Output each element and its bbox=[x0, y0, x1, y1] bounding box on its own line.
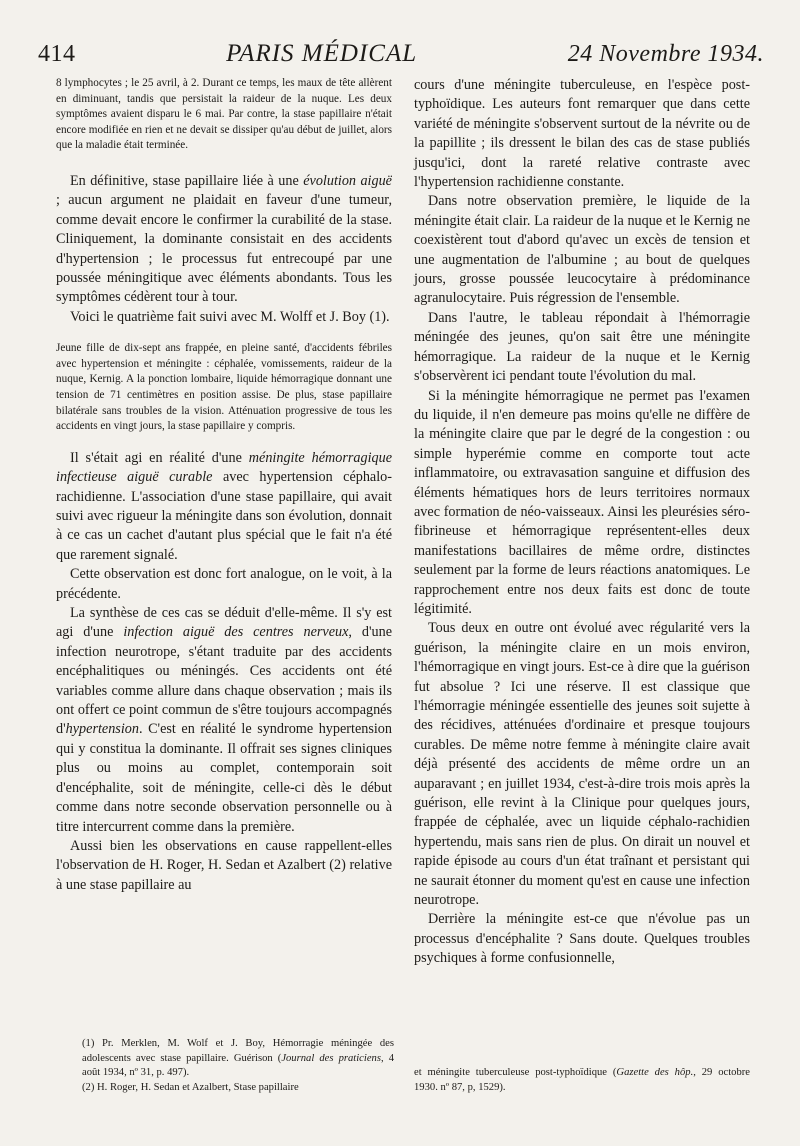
left-column bbox=[56, 76, 392, 895]
footnote-1: (1) Pr. Merklen, M. Wolf et J. Boy, Hémorragie méningée des adolescents avec stase papillaire. Guérison (Journal des praticiens, 4 août 1934, nº 31, p. 497). bbox=[82, 1038, 394, 1079]
paragraph: La synthèse de ces cas se déduit d'elle-même. Il s'y est agi d'une infection aiguë des centres nerveux, d'une infection neurotrope, s'étant traduite par des accidents encéphalitiques ou méningés. Ces accidents ont été variables comme allure dans chaque observation ; mais ils ont offert ce point commun de s'être toujours accompagnés d'hypertension. C'est en réalité le syndrome hypertension qui y constitua la dominante. Il offrait ses signes cliniques plus ou moins au complet, contemporain soit d'encéphalite, soit de méningite, celle-ci dès le début comme dans notre seconde observation personnelle ou à titre intercurrent comme dans la première. bbox=[56, 605, 393, 835]
paragraph: cours d'une méningite tuberculeuse, en l'espèce post-typhoïdique. Les auteurs font remarquer que dans cette variété de méningite s'observent surtout de la névrite ou de la papillite ; ils dressent le bilan des cas de stase publiés jusqu'ici, dont la rareté relative contraste avec l'hypertension rachidienne constante. bbox=[414, 77, 750, 191]
page-number: 414 bbox=[38, 41, 76, 67]
paragraph: Tous deux en outre ont évolué avec régularité vers la guérison, la méningite claire en un mois environ, l'hémorragique en vingt jours. Est-ce à dire que la guérison fut absolue ? Ici une réserve. Il est classique que l'hémorragie méningée essentielle des jeunes soit sujette à des récidives, atténuées d'ordinaire et presque toujours curables. De même notre femme à méningite claire avait déjà présenté des accidents de même ordre un an auparavant ; en juillet 1934, c'est-à-dire trois mois après la guérison, elle revint à la Clinique pour quelques jours, frappée de céphalée, avec un liquide céphalo-rachidien hypertendu, mais sans rien de plus. On dirait un nouvel et rapide épisode au cours d'un état traînant et persistant qui ne saurait étonner du moment qu'est en cause une infection neurotrope. bbox=[414, 620, 750, 909]
footnotes-left bbox=[82, 1037, 394, 1095]
paragraph: Voici le quatrième fait suivi avec M. Wolff et J. Boy (1). bbox=[70, 308, 390, 325]
issue-date: 24 Novembre 1934. bbox=[567, 41, 764, 67]
paragraph: Dans notre observation première, le liquide de la méningite était clair. La raideur de la nuque et le Kernig ne coexistèrent tout d'abord qu'avec un excès de tension et une augmentation de l'albumine ; au bout de quelques jours, grosse poussée leucocytaire à prédominance agranulocytaire. Puis régression de l'ensemble. bbox=[414, 193, 750, 307]
paragraph: Cette observation est donc fort analogue, on le voit, à la précédente. bbox=[56, 566, 392, 602]
paragraph: En définitive, stase papillaire liée à une évolution aiguë ; aucun argument ne plaidait en faveur d'une tumeur, comme devait encore le confirmer la curabilité de la stase. Cliniquement, la dominante consistait en des accidents d'hypertension ; le processus fut entrecoupé par une poussée méningitique avec éléments abondants. Tous les symptômes cédèrent tour à tour. bbox=[56, 172, 392, 306]
paragraph: Il s'était agi en réalité d'une méningite hémorragique infectieuse aiguë curable avec hypertension céphalo-rachidienne. L'association d'une stase papillaire, qui avait suivi avec rigueur la méningite dans son évolution, donnait à ce cas un cachet d'autant plus spécial que le fait n'a été que rarement signalé. bbox=[56, 449, 392, 563]
running-header bbox=[38, 40, 764, 74]
paragraph: Aussi bien les observations en cause rappellent-elles l'observation de H. Roger, H. Sedan et Azalbert (2) relative à une stase papillaire au bbox=[56, 837, 392, 893]
observation-end: 8 lymphocytes ; le 25 avril, à 2. Durant ce temps, les maux de tête allèrent en diminuant, tandis que persistait la raideur de la nuque. Les deux symptômes avaient disparu le 6 mai. Par contre, la stase papillaire n'était encore modifiée en rien et ne devait se dissiper qu'au début de juillet, alors que la maladie était terminée. bbox=[56, 77, 392, 152]
paragraph: Derrière la méningite est-ce que n'évolue pas un processus d'encéphalite ? Sans doute. Quelques troubles psychiques à forme confusionnelle, bbox=[414, 911, 750, 967]
journal-title: PARIS MÉDICAL bbox=[226, 40, 418, 67]
right-column bbox=[414, 76, 750, 969]
paragraph: Si la méningite hémorragique ne permet pas l'examen du liquide, il n'en demeure pas moins qu'elle ne diffère de la méningite claire que par le degré de la congestion : ou simple hyperémie comme en comporte tout acte inflammatoire, ou extravasation sanguine et diffusion des éléments hématiques hors de leurs territoires normaux avec formation de néo-vaisseaux. Ainsi les pleurésies séro-fibrineuse et hémorragique représentent-elles deux manifestations bacillaires de même ordre, distinctes seulement par la forme de leurs réactions anatomiques. Le rapprochement entre nos deux faits est donc de toute légitimité. bbox=[414, 387, 750, 617]
footnote-2: (2) H. Roger, H. Sedan et Azalbert, Stase papillaire bbox=[82, 1081, 299, 1093]
observation-four: Jeune fille de dix-sept ans frappée, en pleine santé, d'accidents fébriles avec hypertension et méningite : céphalée, vomissements, raideur de la nuque, Kernig. A la ponction lombaire, liquide hémorragique donnant une tension de 71 centimètres en position assise. De plus, stase papillaire bilatérale sans troubles de la vision. Atténuation progressive de tous les accidents en vingt jours, la stase papillaire y compris. bbox=[56, 342, 392, 433]
footnote-continuation: et méningite tuberculeuse post-typhoïdique (Gazette des hôp., 29 octobre 1930. nº 87, p, 1529). bbox=[414, 1067, 750, 1093]
paragraph: Dans l'autre, le tableau répondait à l'hémorragie méningée des jeunes, qu'on sait être une méningite hémorragique. La raideur de la nuque et le Kernig s'observèrent ici pendant toute l'évolution du mal. bbox=[414, 309, 750, 385]
